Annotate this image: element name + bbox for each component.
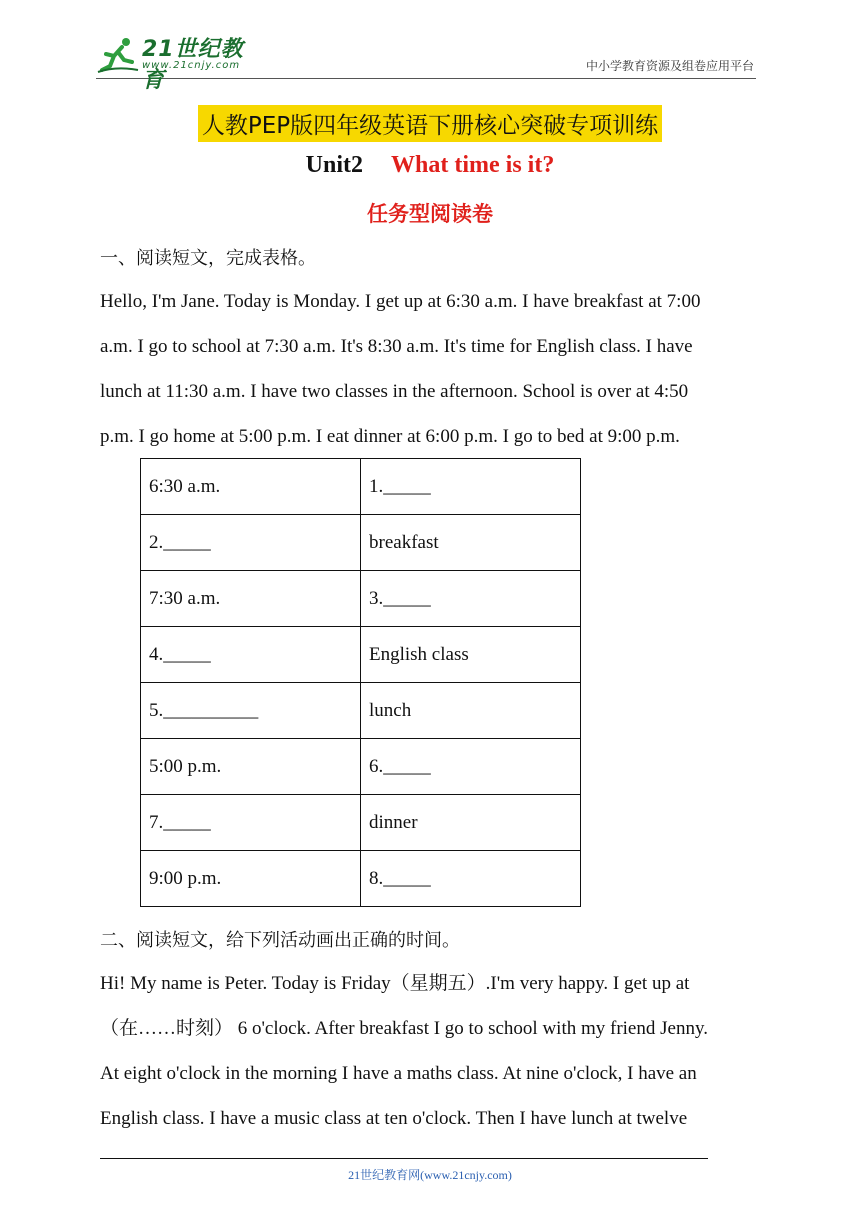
passage-line: lunch at 11:30 a.m. I have two classes in the afternoon. School is over at 4:50 [100,381,689,402]
table-cell: 5:00 p.m. [141,739,361,795]
runner-logo-icon [96,36,140,74]
passage-line: At eight o'clock in the morning I have a maths class. At nine o'clock, I have an [100,1063,697,1084]
passage-line: Hello, I'm Jane. Today is Monday. I get up at 6:30 a.m. I have breakfast at 7:00 [100,291,701,312]
table-cell: 9:00 p.m. [141,851,361,907]
table-cell: 4._____ [141,627,361,683]
table-row [141,459,581,515]
table-row [141,627,581,683]
table-row [141,571,581,627]
subtitle: 任务型阅读卷 [367,202,493,226]
footer-divider [100,1158,708,1159]
table-cell: 7:30 a.m. [141,571,361,627]
table-cell: 7._____ [141,795,361,851]
table-row [141,795,581,851]
section1-passage [100,279,760,459]
table-cell: 3._____ [361,571,581,627]
logo [96,32,266,93]
passage-line: （在……时刻） 6 o'clock. After breakfast I go to school with my friend Jenny. [100,1018,708,1039]
table-cell: dinner [361,795,581,851]
section1-heading: 一、阅读短文，完成表格。 [100,248,316,269]
table-cell: 6._____ [361,739,581,795]
section2-heading: 二、阅读短文，给下列活动画出正确的时间。 [100,930,460,951]
table-cell: 1._____ [361,459,581,515]
table-cell: English class [361,627,581,683]
table-cell: 2._____ [141,515,361,571]
table-row [141,739,581,795]
passage-line: a.m. I go to school at 7:30 a.m. It's 8:30 a.m. It's time for English class. I have [100,336,693,357]
table-row [141,851,581,907]
unit-name: What time is it? [391,152,555,178]
page-footer: 21世纪教育网(www.21cnjy.com) [348,1168,512,1182]
table-cell: 5.__________ [141,683,361,739]
passage-line: Hi! My name is Peter. Today is Friday（星期五）.I'm very happy. I get up at [100,973,690,994]
passage-line: English class. I have a music class at ten o'clock. Then I have lunch at twelve [100,1108,688,1129]
table-cell: lunch [361,683,581,739]
answer-table [140,458,581,907]
passage-line: p.m. I go home at 5:00 p.m. I eat dinner at 6:00 p.m. I go to bed at 9:00 p.m. [100,426,680,447]
page-header [96,30,756,93]
table-row [141,683,581,739]
logo-url: www.21cnjy.com [142,60,241,71]
page-title: 人教PEP版四年级英语下册核心突破专项训练 [198,105,662,142]
table-row [141,515,581,571]
table-cell: 6:30 a.m. [141,459,361,515]
table-cell: breakfast [361,515,581,571]
unit-number: Unit2 [305,152,364,178]
table-cell: 8._____ [361,851,581,907]
unit-heading [0,152,860,179]
section2-passage [100,961,760,1141]
logo-text: 21世纪教育 [142,37,244,93]
title-wrap [0,105,860,142]
header-platform-text: 中小学教育资源及组卷应用平台 [585,59,754,73]
